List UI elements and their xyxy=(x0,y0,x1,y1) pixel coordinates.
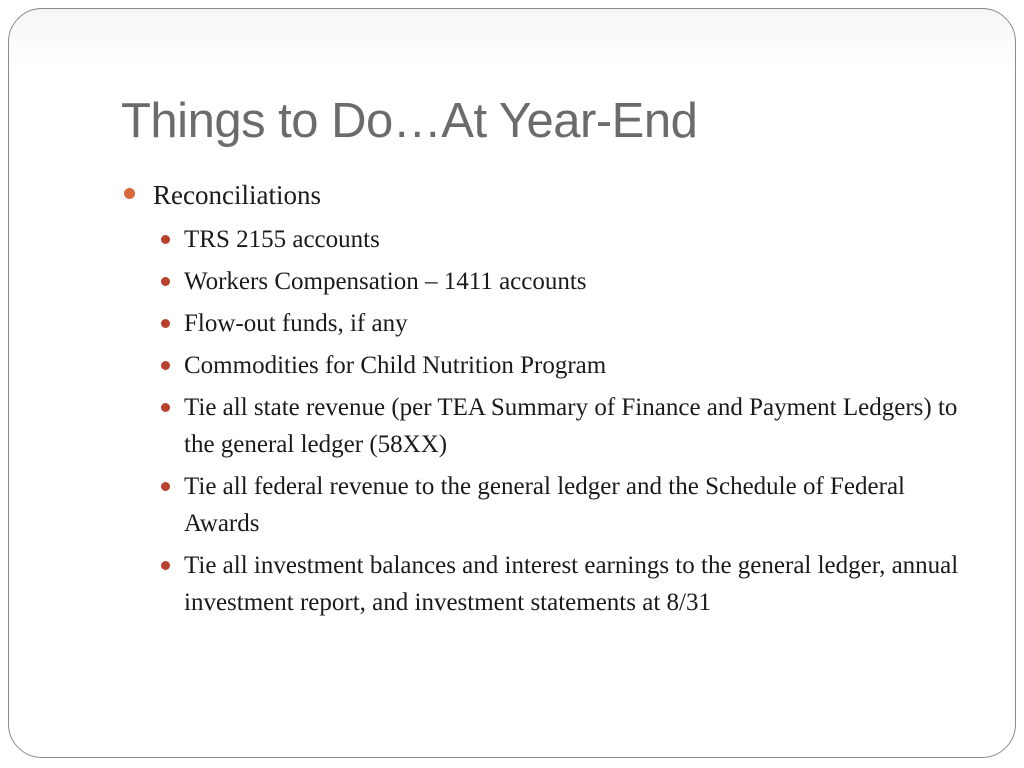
sub-bullet-text: Tie all federal revenue to the general ledger and the Schedule of Federal Awards xyxy=(184,473,905,537)
sub-bullet-text: Tie all investment balances and interest earnings to the general ledger, annual investment report, and investment statements at 8/31 xyxy=(184,552,959,616)
sub-bullet-federal-revenue xyxy=(153,468,983,542)
sub-bullet-commodities xyxy=(153,347,983,384)
sub-bullet-flow-out-funds xyxy=(153,305,983,342)
bullet-reconciliations xyxy=(123,177,983,213)
sub-bullet-workers-compensation xyxy=(153,263,983,300)
sub-bullet-investment-balances xyxy=(153,547,983,621)
sub-bullet-text: Flow-out funds, if any xyxy=(184,310,408,337)
sub-bullet-dot-icon xyxy=(161,561,170,570)
sub-bullet-state-revenue xyxy=(153,389,983,463)
sub-bullet-trs-2155 xyxy=(153,221,983,258)
sub-bullet-text: Tie all state revenue (per TEA Summary of Finance and Payment Ledgers) to the general ledger (58XX) xyxy=(184,394,958,458)
sub-bullet-list xyxy=(153,221,983,621)
sub-bullet-dot-icon xyxy=(161,482,170,491)
sub-bullet-dot-icon xyxy=(161,361,170,370)
sub-bullet-text: Workers Compensation – 1411 accounts xyxy=(184,268,587,295)
sub-bullet-dot-icon xyxy=(161,319,170,328)
slide-title: Things to Do…At Year-End xyxy=(121,94,698,148)
bullet-label: Reconciliations xyxy=(153,180,321,210)
bullet-dot-icon xyxy=(124,188,135,199)
sub-bullet-text: Commodities for Child Nutrition Program xyxy=(184,352,607,379)
sub-bullet-dot-icon xyxy=(161,235,170,244)
sub-bullet-dot-icon xyxy=(161,277,170,286)
slide-frame xyxy=(8,8,1016,758)
sub-bullet-dot-icon xyxy=(161,403,170,412)
sub-bullet-text: TRS 2155 accounts xyxy=(184,226,380,253)
slide-content xyxy=(123,177,983,626)
